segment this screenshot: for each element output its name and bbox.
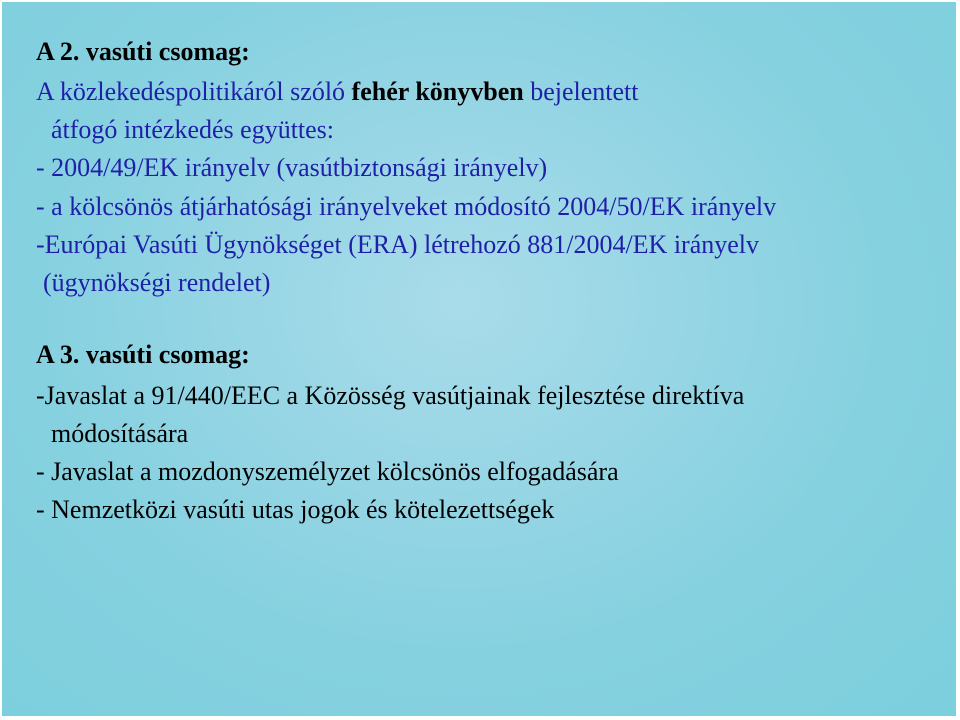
section-2-item-continued: (ügynökségi rendelet) (43, 268, 271, 297)
section-3-item: -Javaslat a 91/440/EEC a Közösség vasútjainak fejlesztése direktíva (36, 381, 745, 410)
intro-text-bold: fehér könyvben (351, 77, 524, 106)
section-3-item-continued: módosítására (51, 419, 189, 448)
section-2-item: - a kölcsönös átjárhatósági irányelveket módosító 2004/50/EK irányelv (36, 192, 777, 221)
section-2-heading: A 2. vasúti csomag: (36, 37, 250, 66)
intro-text-before: A közlekedéspolitikáról szóló (36, 77, 352, 106)
section-2-intro (36, 74, 638, 110)
slide (2, 2, 956, 716)
section-2-item: -Európai Vasúti Ügynökséget (ERA) létrehozó 881/2004/EK irányelv (36, 230, 760, 259)
section-2-intro-continued: átfogó intézkedés együttes: (51, 115, 335, 144)
section-3-heading: A 3. vasúti csomag: (36, 340, 250, 369)
section-3-item: - Nemzetközi vasúti utas jogok és kötelezettségek (36, 495, 555, 524)
section-3-item: - Javaslat a mozdonyszemélyzet kölcsönös elfogadására (36, 457, 619, 486)
section-2-item: - 2004/49/EK irányelv (vasútbiztonsági irányelv) (36, 153, 548, 182)
intro-text-after: bejelentett (523, 77, 639, 106)
